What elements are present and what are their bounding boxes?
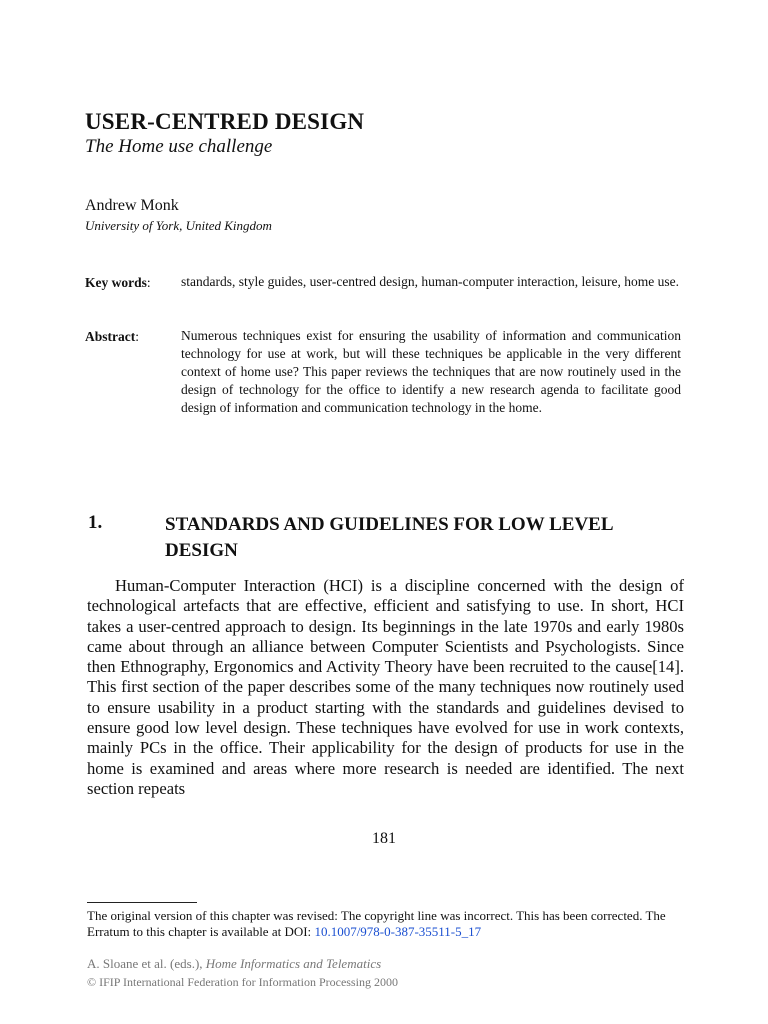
keywords-label-text: Key words — [85, 275, 147, 290]
author-name: Andrew Monk — [85, 197, 179, 214]
abstract-label-colon: : — [135, 329, 140, 344]
keywords-label — [85, 275, 151, 291]
doi-link[interactable]: 10.1007/978-0-387-35511-5_17 — [314, 924, 482, 939]
abstract-label — [85, 329, 139, 345]
page-number: 181 — [372, 830, 396, 847]
author-affiliation: University of York, United Kingdom — [85, 218, 272, 233]
copyright-line: © IFIP International Federation for Information Processing 2000 — [87, 975, 398, 989]
footnote-divider — [87, 902, 197, 903]
paper-subtitle: The Home use challenge — [85, 136, 273, 157]
abstract-text: Numerous techniques exist for ensuring the usability of information and communication technology for use at work, but will these techniques be applicable in the very different context of home use? This paper reviews the techniques that are now routinely used in the design of technology for the office to identify a new research agenda to facilitate good design of information and communication technology in the home. — [181, 328, 681, 415]
keywords-text: standards, style guides, user-centred design, human-computer interaction, leisure, home use. — [181, 274, 679, 289]
citation-book-title: Home Informatics and Telematics — [205, 956, 382, 971]
citation-editors: A. Sloane et al. (eds.), — [87, 956, 206, 971]
section-number: 1. — [88, 512, 103, 533]
footnote — [87, 908, 687, 940]
keywords-label-colon: : — [146, 275, 151, 290]
book-citation — [87, 956, 381, 972]
section-title: STANDARDS AND GUIDELINES FOR LOW LEVEL DESIGN — [165, 514, 613, 561]
paper-title: USER-CENTRED DESIGN — [85, 109, 365, 134]
abstract-label-text: Abstract — [85, 329, 136, 344]
footnote-text: The original version of this chapter was revised: The copyright line was incorrect. This has been corrected. The Erratum to this chapter is available at DOI: — [87, 908, 666, 939]
body-paragraph: Human-Computer Interaction (HCI) is a discipline concerned with the design of technological artefacts that are effective, efficient and satisfying to use. In short, HCI takes a user-centred approach to design. Its beginnings in the late 1970s and early 1980s came about through an alliance between Computer Scientists and Psychologists. Since then Ethnography, Ergonomics and Activity Theory have been recruited to the cause[14]. This first section of the paper describes some of the many techniques now routinely used to ensure usability in a product starting with the standards and guidelines devised to ensure good low level design. These techniques have evolved for use in work contexts, mainly PCs in the office. Their applicability for the design of products for use in the home is examined and areas where more research is needed are identified. The next section repeats — [87, 576, 684, 798]
